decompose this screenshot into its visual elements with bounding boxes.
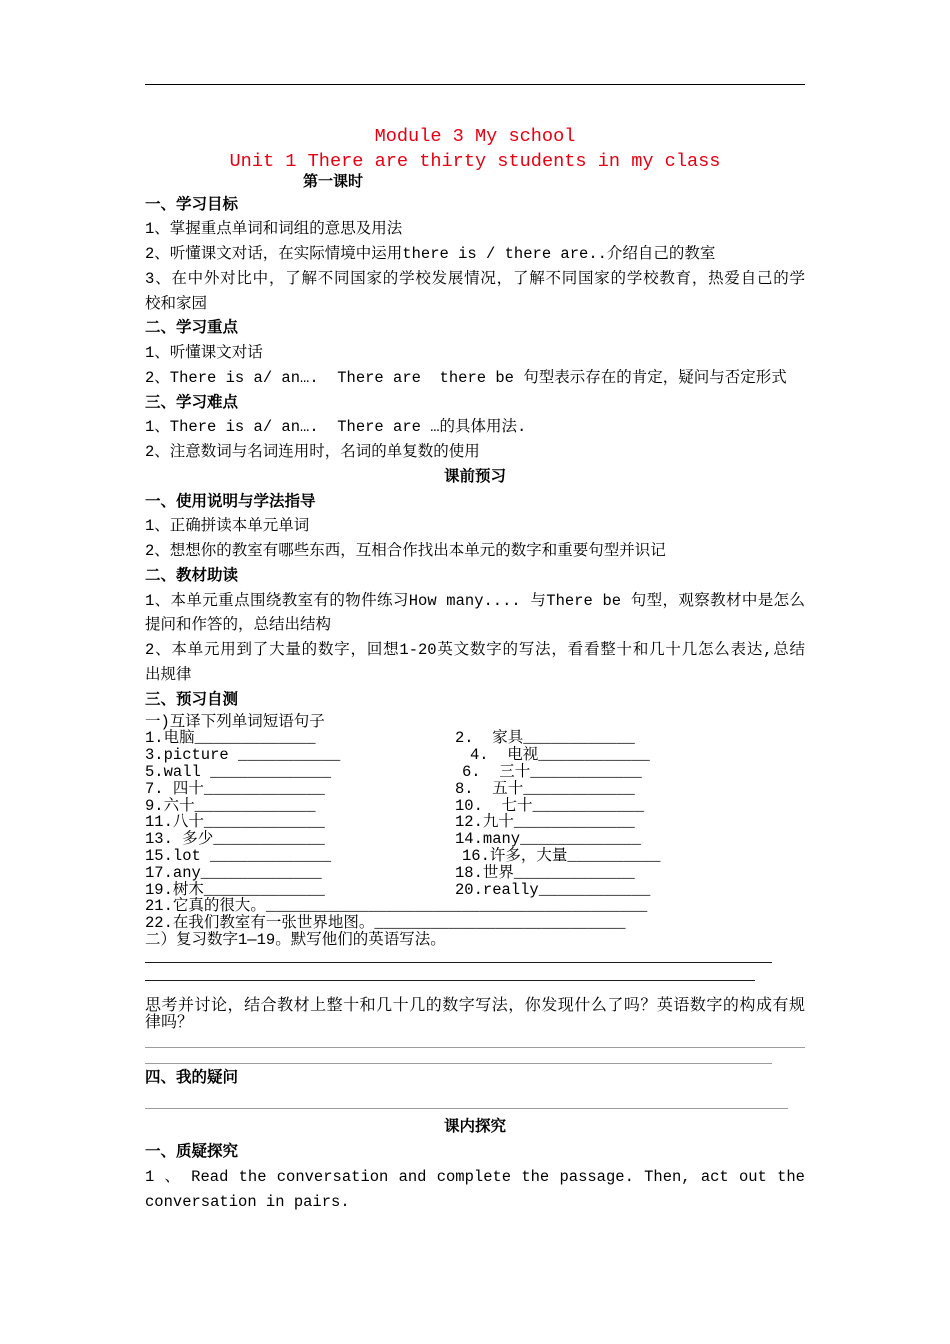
exercise-item: 20.really____________ [455,880,651,899]
inquiry-heading: 一、质疑探究 [145,1142,239,1161]
exercise-item: 13. 多少____________ [145,830,325,849]
reading-item: 1、本单元重点围绕教室有的物件练习How many.... 与There be 句型，观察教材中是怎么 [145,591,805,610]
exercise-row [145,798,805,815]
difficulties-heading: 三、学习难点 [145,393,239,412]
exercise-item: 19.树木_____________ [145,880,325,899]
exercise-item: 9.六十_____________ [145,796,316,815]
exercise-row [145,764,805,781]
objective-item: 1、掌握重点单词和词组的意思及用法 [145,220,403,239]
exercise-item: 6. 三十____________ [462,762,642,781]
objective-item: 2、听懂课文对话，在实际情境中运用there is / there are..介绍自己的教室 [145,245,716,264]
exercise-item: 7. 四十_____________ [145,779,325,798]
exercise-item: 12.九十_____________ [455,813,635,832]
discussion-prompt [145,998,805,1032]
inquiry-task: 1 、 Read the conversation and complete the passage. Then, act out the [145,1167,805,1186]
unit-title: Unit 1 There are thirty students in my class [229,151,721,172]
key-points-heading: 二、学习重点 [145,319,239,338]
difficulty-item: 2、注意数词与名词连用时，名词的单复数的使用 [145,443,480,462]
exercise-item: 16.许多，大量__________ [462,846,661,865]
reading-item-continued: 出规律 [145,665,192,684]
reading-heading: 二、教材助读 [145,566,239,585]
answer-line [145,1047,805,1048]
in-class-section [145,1115,805,1215]
exercise-row [145,882,805,899]
module-title: Module 3 My school [374,126,576,147]
exercise-sentence: 22.在我们教室有一张世界地图。___________________________ [145,914,626,933]
answer-line [145,1108,788,1109]
guide-heading: 一、使用说明与学法指导 [145,492,316,511]
key-point-item: 2、There is a/ an…. There are there be 句型表示存在的肯定，疑问与否定形式 [145,368,787,387]
guide-item: 2、想想你的教室有哪些东西，互相合作找出本单元的数字和重要句型并识记 [145,542,666,561]
translation-exercise-heading: 一)互译下列单词短语句子 [145,712,325,731]
exercise-item: 10. 七十____________ [455,796,645,815]
answer-line [145,980,755,981]
exercise-item: 3.picture ___________ [145,746,341,765]
exercise-item: 2. 家具____________ [455,729,635,748]
answer-line [145,1063,772,1064]
discussion-line: 律吗？ [145,1013,194,1032]
exercise-row [145,865,805,882]
lesson-label: 第一课时 [303,174,364,191]
reading-item: 2、本单元用到了大量的数字，回想1-20英文数字的写法，看看整十和几十几怎么表达,总结 [145,641,805,660]
number-review-heading: 二）复习数字1—19。默写他们的英语写法。 [145,930,446,949]
exercise-row [145,747,805,764]
key-point-item: 1、听懂课文对话 [145,344,263,363]
reading-item-continued: 提问和作答的，总结出结构 [145,616,332,635]
difficulty-item: 1、There is a/ an…. There are …的具体用法. [145,418,527,437]
objectives-heading: 一、学习目标 [145,195,239,214]
title-block [0,124,950,174]
translation-exercise [145,714,805,949]
exercise-item: 1.电脑_____________ [145,729,316,748]
exercise-item: 11.八十_____________ [145,813,325,832]
guide-item: 1、正确拼读本单元单词 [145,517,310,536]
exercise-row [145,848,805,865]
preview-title: 课前预习 [443,467,506,486]
discussion-line: 思考并讨论，结合教材上整十和几十几的数字写法，你发现什么了吗？英语数字的构成有规 [145,996,805,1015]
exercise-item: 15.lot _____________ [145,846,332,865]
exercise-item: 8. 五十____________ [455,779,635,798]
objective-item: 3、在中外对比中，了解不同国家的学校发展情况，了解不同国家的学校教育，热爱自己的学 [145,269,805,288]
answer-line [145,962,772,963]
questions-heading: 四、我的疑问 [145,1069,239,1087]
main-body [145,193,805,713]
exercise-row [145,814,805,831]
top-rule [145,84,805,85]
exercise-item: 5.wall _____________ [145,762,332,781]
exercise-row [145,831,805,848]
exercise-row [145,730,805,747]
objective-item-continued: 校和家园 [145,294,208,313]
exercise-item: 18.世界_____________ [455,863,635,882]
self-test-heading: 三、预习自测 [145,690,239,709]
exercise-row [145,781,805,798]
exercise-sentence: 21.它真的很大。_________________________________________ [145,897,648,916]
in-class-title: 课内探究 [443,1117,506,1136]
exercise-item: 17.any_____________ [145,863,322,882]
inquiry-task-continued: conversation in pairs. [145,1192,350,1211]
exercise-item: 4. 电视____________ [470,746,650,765]
exercise-item: 14.many_____________ [455,830,642,849]
